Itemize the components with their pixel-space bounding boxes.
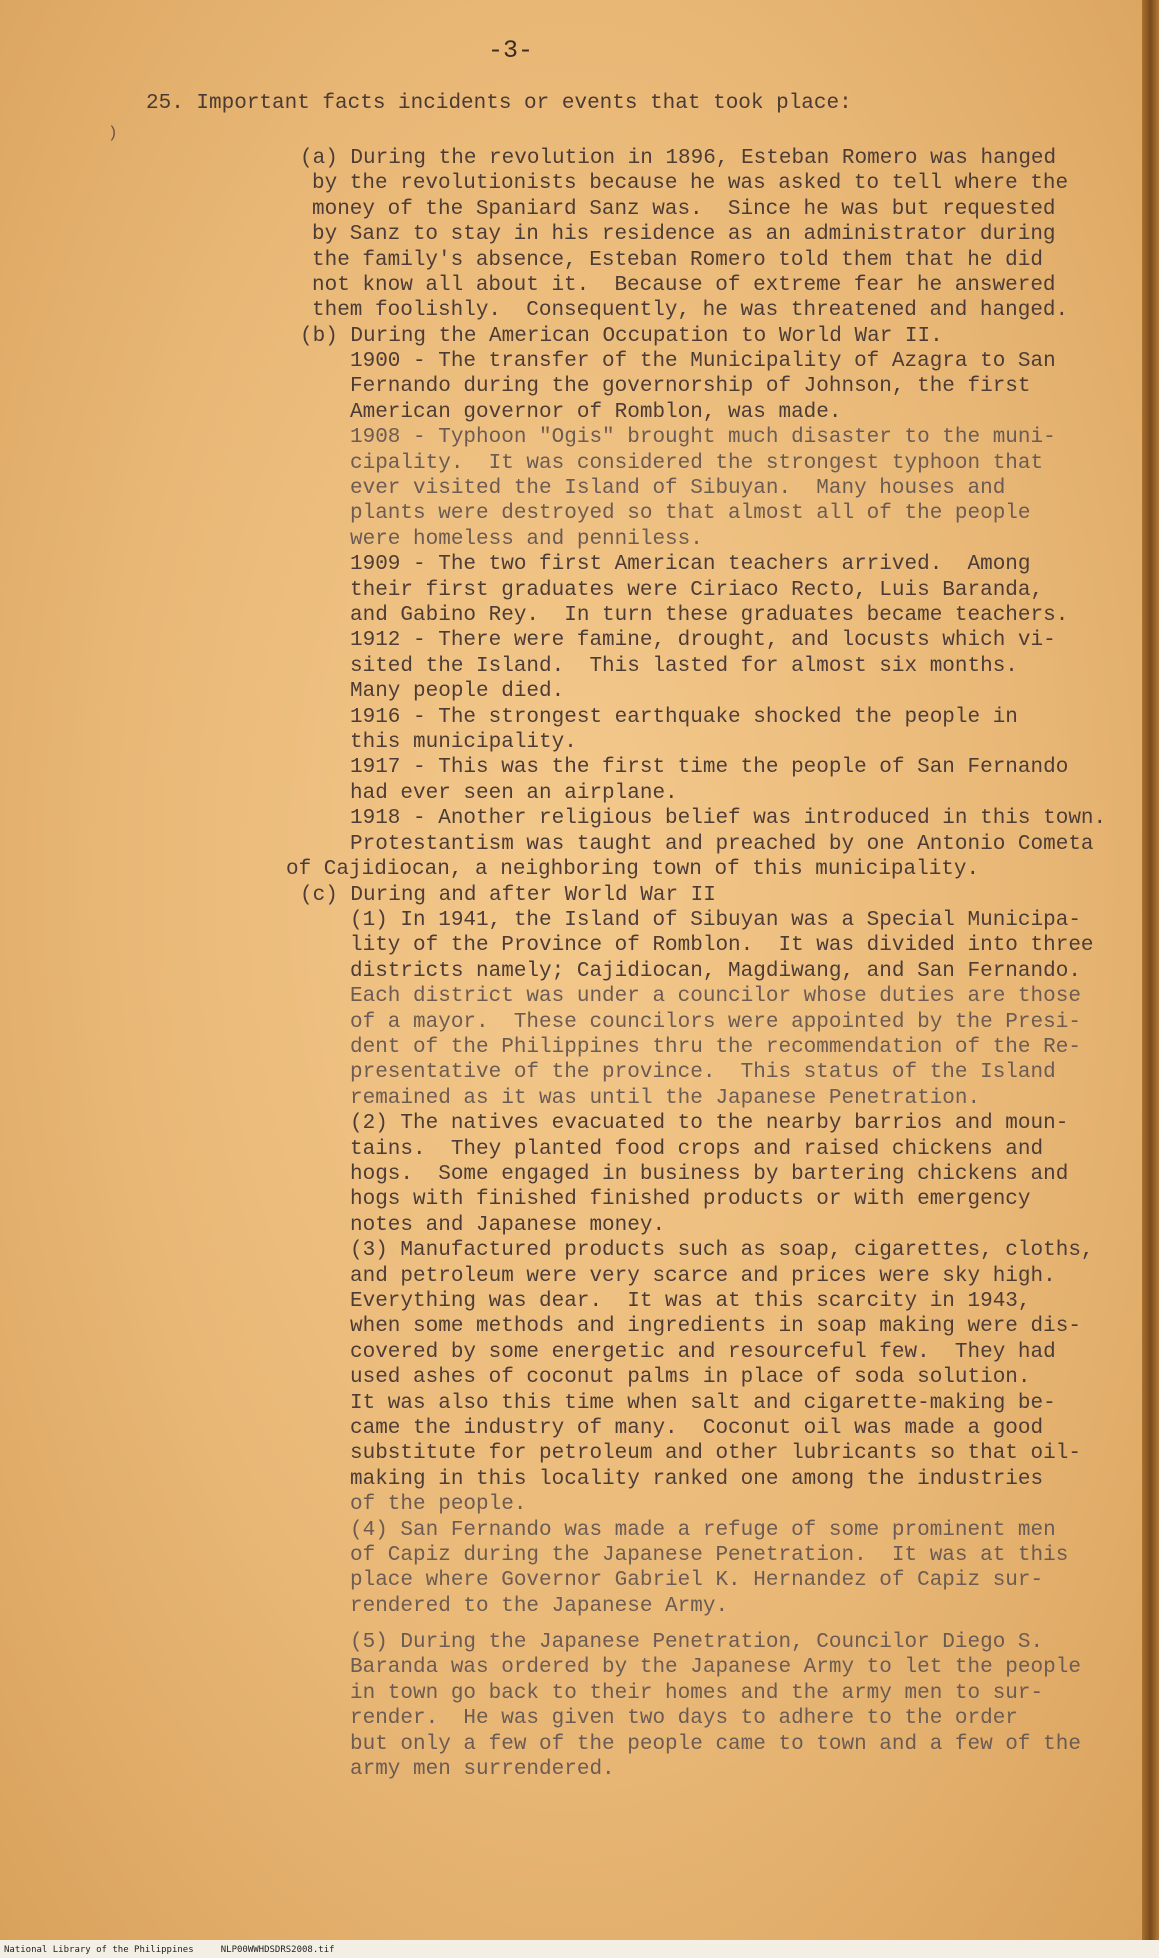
section-b-line: Many people died. [350,680,565,704]
section-c-line: notes and Japanese money. [350,1213,666,1237]
section-b-line: 1916 - The strongest earthquake shocked the people in [350,705,1018,729]
section-b-line: cipality. It was considered the strongest typhoon that [350,451,1044,475]
section-c-line: districts namely; Cajidiocan, Magdiwang, and San Fernando. [350,959,1081,983]
section-b-line: ever visited the Island of Sibuyan. Many houses and [350,477,1006,500]
section-c-line: hogs. Some engaged in business by bartering chickens and [350,1163,1069,1186]
section-c-line: of the people. [350,1493,527,1517]
section-c-line: dent of the Philippines thru the recommendation of the Re- [350,1036,1081,1059]
section-c-line: came the industry of many. Coconut oil was made a good [350,1417,1044,1440]
section-c-line: substitute for petroleum and other lubricants so that oil- [350,1442,1081,1466]
section-a-line: by Sanz to stay in his residence as an administrator during [312,223,1056,247]
section-c-line: used ashes of coconut palms in place of soda solution. [350,1366,1031,1390]
page-number: -3- [488,36,534,65]
section-b-line: plants were destroyed so that almost all of the people [350,502,1031,526]
section-b-line: 1900 - The transfer of the Municipality of Azagra to San [350,350,1056,373]
section-c-line: Each district was under a councilor whose duties are those [350,985,1081,1009]
section-c5-line: Baranda was ordered by the Japanese Army to let the people [350,1656,1081,1680]
section-c-line: of a mayor. These councilors were appointed by the Presi- [350,1010,1081,1034]
section-b-line: 1912 - There were famine, drought, and locusts which vi- [350,629,1056,653]
margin-mark: ) [108,124,118,142]
section-b-line: 1908 - Typhoon "Ogis" brought much disaster to the muni- [350,426,1056,450]
section-heading: 25. Important facts incidents or events that took place: [146,92,852,115]
section-c5-line: render. He was given two days to adhere to the order [350,1707,1018,1731]
section-b-line: sited the Island. This lasted for almost six months. [350,654,1018,678]
section-b-line: American governor of Romblon, was made. [350,400,842,424]
section-a-line: (a) During the revolution in 1896, Esteban Romero was hanged [300,147,1057,170]
section-a-line: them foolishly. Consequently, he was threatened and hanged. [312,299,1069,323]
section-b-line: this municipality. [350,731,577,754]
section-a-line: the family's absence, Esteban Romero told them that he did [312,248,1043,272]
section-c5-line: in town go back to their homes and the army men to sur- [350,1681,1044,1705]
section-c-line: of Capiz during the Japanese Penetration. It was at this [350,1544,1069,1567]
section-c-title: (c) During and after World War II [300,884,716,907]
section-b-line: their first graduates were Ciriaco Recto, Luis Baranda, [350,578,1044,602]
footer-strip [0,1940,1159,1958]
section-c-line: when some methods and ingredients in soap making were dis- [350,1315,1081,1339]
section-b-line: and Gabino Rey. In turn these graduates became teachers. [350,604,1069,627]
section-c-line: hogs with finished finished products or with emergency [350,1188,1031,1212]
section-c-line: (4) San Fernando was made a refuge of some prominent men [350,1518,1056,1542]
section-c5-line: but only a few of the people came to town and a few of the [350,1732,1081,1756]
section-b-line: Protestantism was taught and preached by one Antonio Cometa [350,832,1094,856]
section-a-line: by the revolutionists because he was asked to tell where the [312,172,1069,196]
section-c-line: making in this locality ranked one among the industries [350,1467,1044,1491]
section-c-line: remained as it was until the Japanese Penetration. [350,1086,981,1110]
section-c-line: covered by some energetic and resourceful few. They had [350,1340,1056,1364]
archive-footer: National Library of the Philippines NLP00WWHDSDRS2008.tif [4,1945,335,1955]
section-c-line: (1) In 1941, the Island of Sibuyan was a Special Municipa- [350,909,1081,932]
section-c-line: (3) Manufactured products such as soap, cigarettes, cloths, [350,1239,1094,1263]
section-c5-line: (5) During the Japanese Penetration, Councilor Diego S. [350,1631,1044,1654]
section-b-line: were homeless and penniless. [350,527,703,551]
section-c-line: presentative of the province. This status of the Island [350,1061,1056,1085]
section-b-line: had ever seen an airplane. [350,781,678,805]
section-a-line: money of the Spaniard Sanz was. Since he was but requested [312,197,1056,221]
section-b-line: 1917 - This was the first time the people of San Fernando [350,756,1069,780]
section-c-line: It was also this time when salt and cigarette-making be- [350,1391,1056,1415]
section-a-line: not know all about it. Because of extreme fear he answered [312,274,1056,297]
section-c-line: and petroleum were very scarce and prices were sky high. [350,1264,1056,1288]
section-b-line: 1918 - Another religious belief was introduced in this town. [350,807,1107,831]
section-c-line: tains. They planted food crops and raised chickens and [350,1137,1044,1161]
section-b-title: (b) During the American Occupation to World War II. [300,325,943,348]
section-c5-line: army men surrendered. [350,1758,615,1781]
page-edge [1142,0,1159,1958]
section-c-line: (2) The natives evacuated to the nearby barrios and moun- [350,1112,1069,1136]
section-b-end-line: of Cajidiocan, a neighboring town of this municipality. [286,858,980,881]
section-c-line: rendered to the Japanese Army. [350,1594,729,1618]
section-b-line: Fernando during the governorship of Johnson, the first [350,375,1031,399]
section-c-line: lity of the Province of Romblon. It was divided into three [350,934,1094,958]
section-b-line: 1909 - The two first American teachers arrived. Among [350,553,1031,577]
section-c-line: place where Governor Gabriel K. Hernandez of Capiz sur- [350,1569,1044,1593]
section-c-line: Everything was dear. It was at this scarcity in 1943, [350,1290,1031,1313]
